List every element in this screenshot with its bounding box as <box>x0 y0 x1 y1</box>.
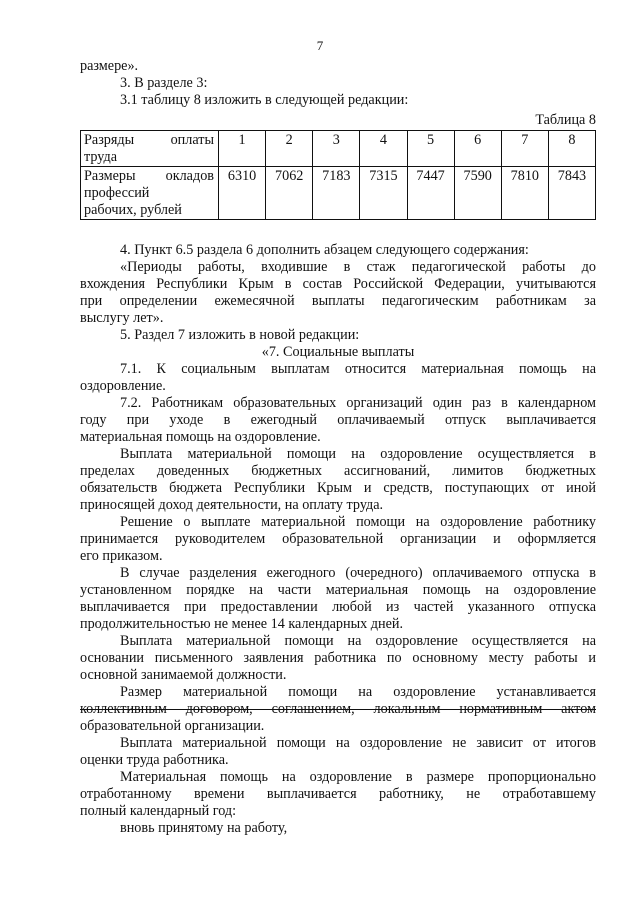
paragraph-line: продолжительностью не менее 14 календарных дней. <box>80 616 404 632</box>
item-4-intro: 4. Пункт 6.5 раздела 6 дополнить абзацем следующего содержания: <box>120 242 529 258</box>
text-line: 3.1 таблицу 8 изложить в следующей редакции: <box>120 92 409 108</box>
salary-cell: 7447 <box>407 167 454 220</box>
paragraph-line: оценки труда работника. <box>80 752 229 768</box>
paragraph-line: оздоровление. <box>80 378 166 394</box>
paragraph-line: принимается руководителем образовательной организации и оформляется <box>80 531 596 547</box>
paragraph-line: Выплата материальной помощи на оздоровление осуществляется в <box>120 446 596 462</box>
quote-line: выслугу лет». <box>80 310 164 326</box>
salary-cell: 6310 <box>219 167 266 220</box>
paragraph-line: вновь принятому на работу, <box>120 820 288 836</box>
salary-cell: 7183 <box>313 167 360 220</box>
text-line: 3. В разделе 3: <box>120 75 208 91</box>
quote-line: при определении ежемесячной выплаты педагогическим работникам за <box>80 293 596 309</box>
paragraph-line: 7.2. Работникам образовательных организаций один раз в календарном <box>120 395 596 411</box>
paragraph-line: Материальная помощь на оздоровление в размере пропорционально <box>120 769 596 785</box>
table-caption: Таблица 8 <box>535 112 596 128</box>
paragraph-line: основной занимаемой должности. <box>80 667 287 683</box>
paragraph-line: материальная помощь на оздоровление. <box>80 429 321 445</box>
document-body <box>80 58 596 837</box>
table-row-label: Размеры окладов профессий рабочих, рублей <box>81 167 219 220</box>
table-header-row <box>81 131 596 167</box>
grade-cell: 6 <box>454 131 501 167</box>
grade-cell: 5 <box>407 131 454 167</box>
salary-cell: 7062 <box>266 167 313 220</box>
page-number: 7 <box>316 38 324 53</box>
salary-cell: 7590 <box>454 167 501 220</box>
paragraph-line: установленном порядке на части материальная помощь на оздоровление <box>80 582 596 598</box>
grade-cell: 8 <box>548 131 595 167</box>
paragraph-line: году при уходе в ежегодный оплачиваемый отпуск выплачивается <box>80 412 596 428</box>
grade-cell: 2 <box>266 131 313 167</box>
grade-cell: 1 <box>219 131 266 167</box>
grade-cell: 4 <box>360 131 407 167</box>
item-5-intro: 5. Раздел 7 изложить в новой редакции: <box>120 327 360 343</box>
paragraph-line: Выплата материальной помощи на оздоровление осуществляется на <box>120 633 596 649</box>
paragraph-line: 7.1. К социальным выплатам относится материальная помощь на <box>120 361 596 377</box>
table-row <box>81 167 596 220</box>
salary-cell: 7843 <box>548 167 595 220</box>
paragraph-line: Решение о выплате материальной помощи на оздоровление работнику <box>120 514 596 530</box>
paragraph-line: Выплата материальной помощи на оздоровление не зависит от итогов <box>120 735 596 751</box>
grade-cell: 7 <box>501 131 548 167</box>
paragraph-line: его приказом. <box>80 548 163 564</box>
paragraph-line: приносящей доход деятельности, на оплату труда. <box>80 497 384 513</box>
quote-line: «Периоды работы, входившие в стаж педагогической работы до <box>120 259 596 275</box>
salary-table <box>80 130 596 220</box>
paragraph-line: В случае разделения ежегодного (очередного) оплачиваемого отпуска в <box>120 565 596 581</box>
salary-cell: 7315 <box>360 167 407 220</box>
paragraph-line: отработанному времени выплачивается работнику, не отработавшему <box>80 786 596 802</box>
paragraph-line: Размер материальной помощи на оздоровление устанавливается <box>120 684 596 700</box>
salary-cell: 7810 <box>501 167 548 220</box>
table-header-label: Разряды оплаты труда <box>81 131 219 167</box>
paragraph-line: обязательств бюджета Республики Крым и средств, поступающих от иной <box>80 480 596 496</box>
paragraph-line: полный календарный год: <box>80 803 237 819</box>
text-line: размере». <box>80 58 139 74</box>
paragraph-line: основании письменного заявления работника по основному месту работы и <box>80 650 596 666</box>
paragraph-line: образовательной организации. <box>80 718 265 734</box>
struck-line: коллективным договором, соглашением, локальным нормативным актом <box>80 701 596 717</box>
paragraph-line: выплачивается при предоставлении любой из частей указанного отпуска <box>80 599 596 615</box>
grade-cell: 3 <box>313 131 360 167</box>
paragraph-line: пределах доведенных бюджетных ассигнований, лимитов бюджетных <box>80 463 596 479</box>
section-title: «7. Социальные выплаты <box>261 344 415 360</box>
quote-line: вхождения Республики Крым в состав Российской Федерации, учитываются <box>80 276 596 292</box>
